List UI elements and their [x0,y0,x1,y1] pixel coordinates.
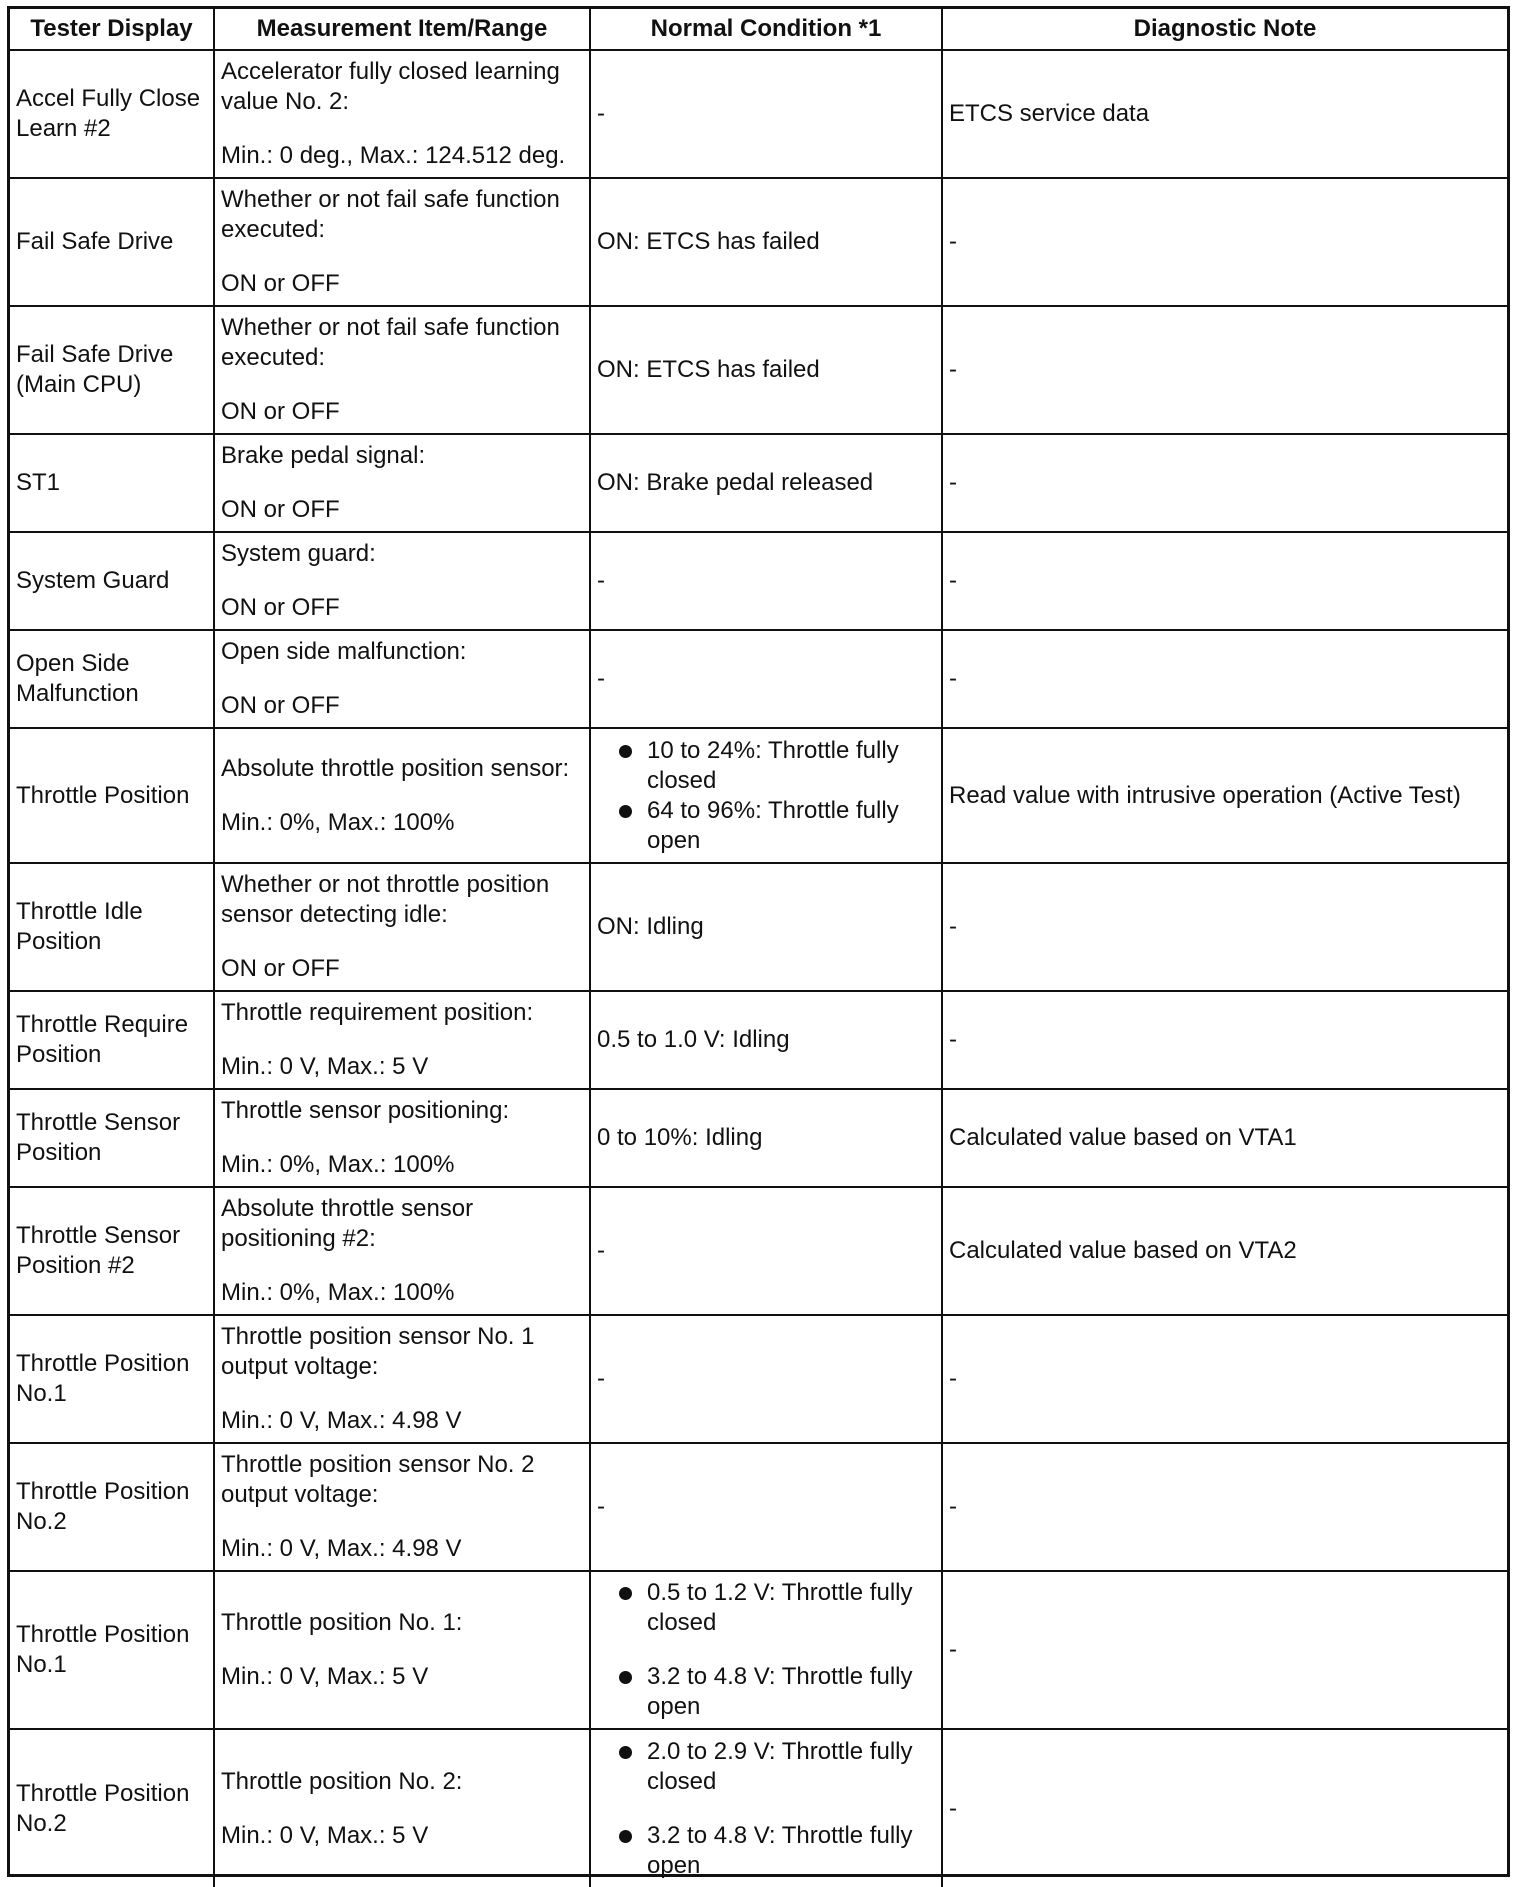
measurement-cell [214,1571,590,1729]
table-row [10,1571,1507,1729]
measurement-item: Absolute throttle sensor positioning #2: [221,1195,474,1252]
diagnostic-note-cell: - [942,178,1507,306]
list-item: 64 to 96%: Throttle fully open [597,796,935,856]
tester-display-cell: Throttle Sensor Position #2 [10,1187,214,1315]
measurement-item: Throttle position sensor No. 2 output voltage: [221,1451,535,1508]
normal-condition-cell: - [590,630,942,728]
diagnostic-note-cell: - [942,991,1507,1089]
list-item: 3.2 to 4.8 V: Throttle fully open [597,1821,935,1881]
measurement-cell [214,991,590,1089]
measurement-item: Throttle requirement position: [221,999,534,1026]
measurement-cell [214,1729,590,1887]
table-row [10,1729,1507,1887]
measurement-range: ON or OFF [221,398,340,425]
tester-display-cell: Fail Safe Drive (Main CPU) [10,306,214,434]
measurement-range: ON or OFF [221,692,340,719]
header-measurement-item: Measurement Item/Range [214,9,590,50]
list-item: 0.5 to 1.2 V: Throttle fully closed [597,1578,935,1638]
table-row [10,178,1507,306]
normal-condition-list [597,736,935,856]
tester-display-cell: Throttle Position No.2 [10,1443,214,1571]
measurement-range: ON or OFF [221,270,340,297]
normal-condition-cell: - [590,1443,942,1571]
measurement-range: Min.: 0 V, Max.: 5 V [221,1663,429,1690]
normal-condition-cell: ON: Brake pedal released [590,434,942,532]
table-row [10,630,1507,728]
tester-display-cell: System Guard [10,532,214,630]
measurement-range: Min.: 0%, Max.: 100% [221,1279,455,1306]
diagnostic-note-cell: - [942,863,1507,991]
measurement-item: Throttle position No. 2: [221,1767,463,1795]
measurement-item: Accelerator fully closed learning value No. 2: [221,58,560,115]
normal-condition-cell: 0.5 to 1.0 V: Idling [590,991,942,1089]
table-header-row [10,9,1507,50]
measurement-range: Min.: 0 V, Max.: 5 V [221,1821,429,1849]
measurement-range: ON or OFF [221,594,340,621]
header-diagnostic-note: Diagnostic Note [942,9,1507,50]
measurement-cell [214,306,590,434]
measurement-range: Min.: 0 V, Max.: 5 V [221,1053,429,1080]
diagnostic-note-cell: Calculated value based on VTA1 [942,1089,1507,1187]
diagnostic-note-cell: - [942,306,1507,434]
normal-condition-cell: 0 to 10%: Idling [590,1089,942,1187]
tester-display-cell: ST1 [10,434,214,532]
measurement-range: Min.: 0 deg., Max.: 124.512 deg. [221,142,566,169]
measurement-item: Whether or not fail safe function executed: [221,314,560,371]
measurement-cell [214,1187,590,1315]
list-item: 3.2 to 4.8 V: Throttle fully open [597,1662,935,1722]
measurement-cell [214,50,590,178]
tester-display-cell: Throttle Position No.2 [10,1729,214,1887]
table-row [10,1089,1507,1187]
normal-condition-cell: ON: ETCS has failed [590,178,942,306]
tester-display-cell: Throttle Require Position [10,991,214,1089]
measurement-range: Min.: 0%, Max.: 100% [221,808,455,836]
header-tester-display: Tester Display [10,9,214,50]
normal-condition-cell: - [590,50,942,178]
measurement-cell [214,1443,590,1571]
measurement-item: Absolute throttle position sensor: [221,754,570,782]
table-row [10,50,1507,178]
diagnostic-note-cell: - [942,1443,1507,1571]
measurement-item: System guard: [221,540,376,567]
measurement-item: Throttle position sensor No. 1 output voltage: [221,1323,535,1380]
measurement-cell [214,532,590,630]
diagnostic-note-cell: - [942,532,1507,630]
diagnostic-note-cell: - [942,1571,1507,1729]
measurement-range: ON or OFF [221,955,340,982]
table-row [10,434,1507,532]
normal-condition-cell: - [590,1315,942,1443]
normal-condition-list [597,1737,935,1881]
table-row [10,1443,1507,1571]
diagnostic-note-cell: - [942,1729,1507,1887]
tester-display-cell: Fail Safe Drive [10,178,214,306]
normal-condition-cell: - [590,1187,942,1315]
tester-display-cell: Throttle Sensor Position [10,1089,214,1187]
diagnostic-note-cell: - [942,1315,1507,1443]
measurement-range: Min.: 0 V, Max.: 4.98 V [221,1407,462,1434]
tester-display-cell: Throttle Position [10,728,214,863]
measurement-item: Brake pedal signal: [221,442,426,469]
table-row [10,1315,1507,1443]
diagnostic-note-cell: - [942,630,1507,728]
diagnostic-note-cell: Calculated value based on VTA2 [942,1187,1507,1315]
measurement-range: Min.: 0%, Max.: 100% [221,1151,455,1178]
measurement-cell [214,863,590,991]
table-row [10,306,1507,434]
measurement-item: Whether or not fail safe function executed: [221,186,560,243]
list-item: 10 to 24%: Throttle fully closed [597,736,935,796]
measurement-cell [214,728,590,863]
measurement-cell [214,630,590,728]
data-list-table [10,9,1507,1887]
diagnostic-note-cell: Read value with intrusive operation (Active Test) [942,728,1507,863]
tester-display-cell: Throttle Position No.1 [10,1571,214,1729]
measurement-cell [214,1089,590,1187]
table-row [10,991,1507,1089]
normal-condition-cell: ON: ETCS has failed [590,306,942,434]
measurement-cell [214,1315,590,1443]
normal-condition-cell [590,1571,942,1729]
measurement-item: Open side malfunction: [221,638,467,665]
measurement-cell [214,434,590,532]
measurement-cell [214,178,590,306]
diagnostic-note-cell: - [942,434,1507,532]
tester-display-cell: Throttle Idle Position [10,863,214,991]
tester-display-cell: Open Side Malfunction [10,630,214,728]
table-row [10,728,1507,863]
list-item: 2.0 to 2.9 V: Throttle fully closed [597,1737,935,1797]
table-row [10,1187,1507,1315]
normal-condition-cell [590,1729,942,1887]
normal-condition-cell: - [590,532,942,630]
normal-condition-list [597,1578,935,1722]
tester-display-cell: Throttle Position No.1 [10,1315,214,1443]
measurement-item: Throttle sensor positioning: [221,1097,510,1124]
measurement-range: ON or OFF [221,496,340,523]
table-row [10,532,1507,630]
header-normal-condition: Normal Condition *1 [590,9,942,50]
measurement-item: Throttle position No. 1: [221,1609,463,1636]
tester-display-cell: Accel Fully Close Learn #2 [10,50,214,178]
table-row [10,863,1507,991]
normal-condition-cell [590,728,942,863]
data-list-table-frame [7,6,1510,1877]
diagnostic-note-cell: ETCS service data [942,50,1507,178]
normal-condition-cell: ON: Idling [590,863,942,991]
measurement-range: Min.: 0 V, Max.: 4.98 V [221,1535,462,1562]
measurement-item: Whether or not throttle position sensor detecting idle: [221,871,550,928]
